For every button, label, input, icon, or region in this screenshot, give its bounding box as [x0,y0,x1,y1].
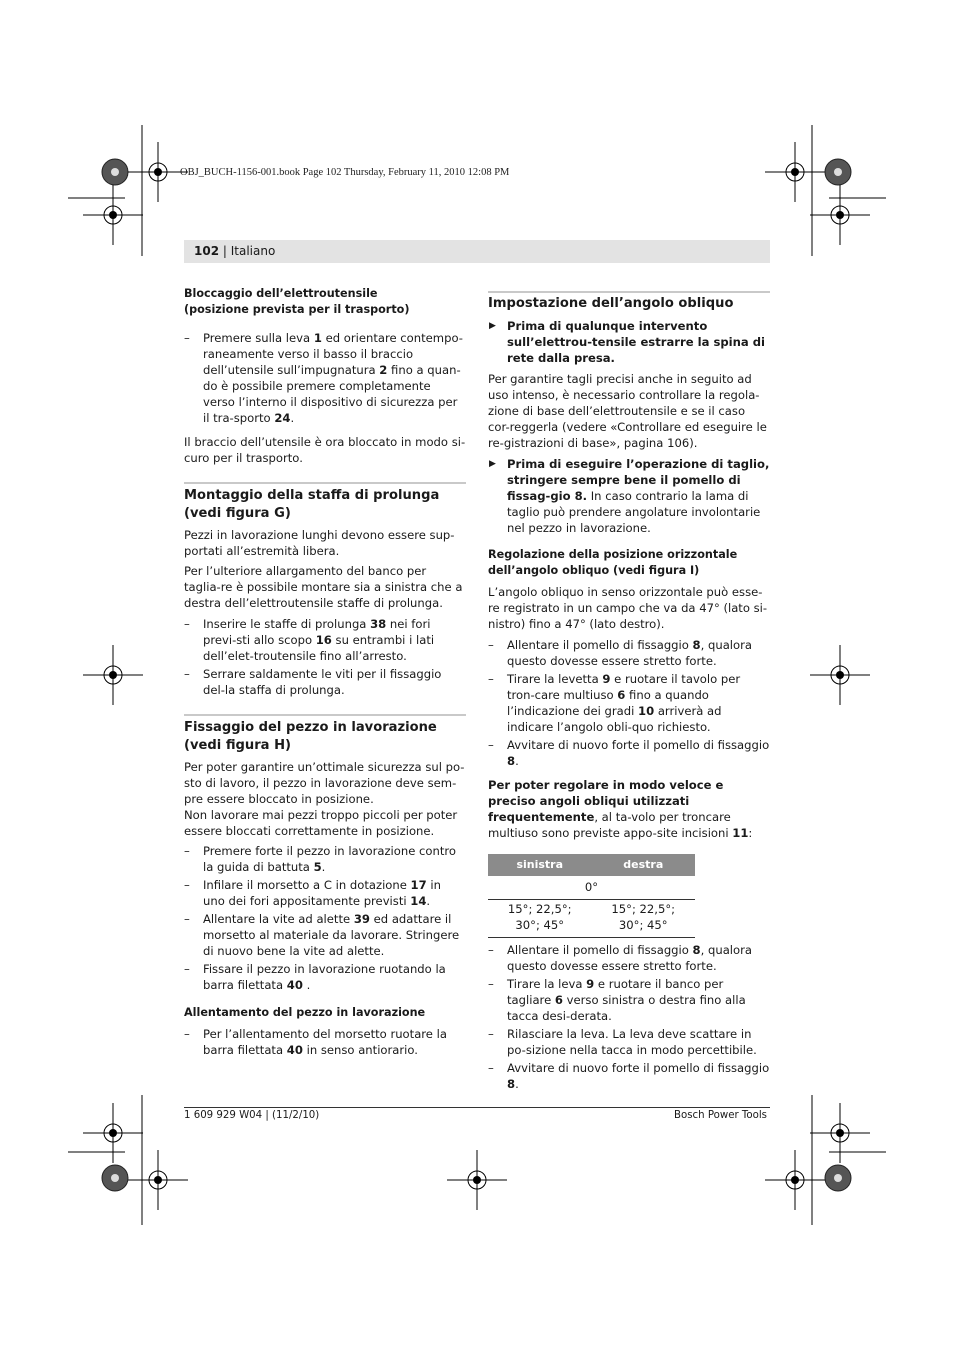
list-item: – Premere sulla leva 1 ed orientare contempo-raneamente verso il basso il braccio dell’utensile sull’impugnatura 2 fino a quan-do è possibile premere completamente verso l’interno il dispositivo di sicurezza per il tra-sporto 24. [184,331,463,425]
registration-cross-icon [83,1103,143,1163]
registration-cross-icon [447,1150,507,1210]
dash-bullet: – [488,1027,494,1041]
paragraph: Non lavorare mai pezzi troppo piccoli per poter essere bloccati correttamente in posizione. [184,808,458,838]
list-item: – Rilasciare la leva. La leva deve scattare in po-sizione nella tacca in modo percettibile. [488,1027,757,1057]
dash-bullet: – [184,1027,190,1041]
left-column [184,286,466,1058]
list-item: – Infilare il morsetto a C in dotazione 17 in uno dei fori appositamente previsti 14. [184,878,441,908]
dash-bullet: – [184,912,190,926]
registration-cross-icon [765,1150,825,1210]
header-language: Italiano [230,244,276,258]
section-title: Impostazione dell’angolo obliquo [488,296,734,311]
bullet-list [184,330,466,426]
list-item: – Allentare il pomello di fissaggio 8, qualora questo dovesse essere stretto forte. [488,943,752,973]
list-item: – Allentare il pomello di fissaggio 8, qualora questo dovesse essere stretto forte. [488,638,752,668]
page-header [194,244,275,258]
paragraph: Per poter regolare in modo veloce e preciso angoli obliqui utilizzati frequentemente, al ta-volo per troncare multiuso sono previste appo-site incisioni 11: [488,778,753,840]
bullet-list [488,942,770,1092]
registration-cross-icon [810,1103,870,1163]
print-info-line: OBJ_BUCH-1156-001.book Page 102 Thursday, February 11, 2010 12:08 PM [180,167,510,178]
list-item: – Premere forte il pezzo in lavorazione contro la guida di battuta 5. [184,844,457,874]
right-column [488,291,770,1092]
warning-item: ▶ Prima di eseguire l’operazione di taglio, stringere sempre bene il pomello di fissag-gio 8. In caso contrario la lama di taglio può prendere angolature involontarie nel pezzo in lavorazione. [489,457,770,535]
section-title: Fissaggio del pezzo in lavorazione (vedi figura H) [184,720,437,753]
paragraph: L’angolo obliquo in senso orizzontale può esse-re registrato in un campo che va da 47° (lato si-nistro) fino a 47° (lato destro). [488,585,768,631]
dash-bullet: – [488,977,494,991]
table-cell: 15°; 22,5°; 30°; 45° [507,902,572,932]
list-item: – Allentare la vite ad alette 39 ed adattare il morsetto al materiale da lavorare. Stringere di nuovo bene la vite ad alette. [184,912,460,958]
bullet-list [488,637,770,769]
dash-bullet: – [184,667,190,681]
registration-cross-icon [810,645,870,705]
paragraph: Pezzi in lavorazione lunghi devono essere sup-portati all’estremità libera. [184,528,455,558]
paragraph: Per l’ulteriore allargamento del banco per taglia-re è possibile montare sia a sinistra che a destra dell’elettroutensile staffe di prolunga. [184,564,463,610]
warning-item: ▶ Prima di qualunque intervento sull’elettrou-tensile estrarre la spina di rete dalla presa. [489,319,766,365]
list-item: – Serrare saldamente le viti per il fissaggio del-la staffa di prolunga. [184,667,442,697]
bullet-list [184,1026,466,1058]
registration-rosette-icon [102,1165,128,1191]
bullet-list [184,616,466,698]
list-item: – Avvitare di nuovo forte il pomello di fissaggio 8. [488,1061,770,1091]
paragraph: Per poter garantire un’ottimale sicurezza sul po-sto di lavoro, il pezzo in lavorazione deve sem-pre essere bloccato in posizione. [184,760,465,806]
dash-bullet: – [488,738,494,752]
footer-rule [184,1107,770,1108]
header-separator: | [219,244,231,258]
list-item: – Fissare il pezzo in lavorazione ruotando la barra filettata 40 . [184,962,446,992]
angle-table [488,854,695,938]
registration-cross-icon [128,1150,188,1210]
section-title: Allentamento del pezzo in lavorazione [184,1006,426,1019]
section-title: Regolazione della posizione orizzontale dell’angolo obliquo (vedi figura I) [488,548,738,577]
list-item: – Tirare la leva 9 e ruotare il banco per tagliare 6 verso sinistra o destra fino alla tacca desi-derata. [488,977,746,1023]
dash-bullet: – [184,844,190,858]
registration-cross-icon [765,142,825,202]
dash-bullet: – [184,331,190,345]
section-title: Montaggio della staffa di prolunga (vedi figura G) [184,488,440,521]
footer-left: 1 609 929 W04 | (11/2/10) [184,1110,320,1121]
triangle-bullet-icon: ▶ [489,321,496,331]
paragraph: Per garantire tagli precisi anche in seguito ad uso intenso, è necessario controllare la regola-zione di base dell’elettroutensile e se il caso cor-reggerla (vedere «Controllare ed eseguire le re-gistrazioni di base», pagina 106). [488,372,767,450]
dash-bullet: – [184,878,190,892]
registration-cross-icon [83,185,143,245]
table-header: sinistra [488,854,592,876]
section-fissaggio-pezzo [184,719,466,1058]
list-item: – Inserire le staffe di prolunga 38 nei fori previ-sti allo scopo 16 su entrambi i lati dell’elet-troutensile fino all’arresto. [184,617,435,663]
registration-cross-icon [128,142,188,202]
table-header: destra [592,854,696,876]
table-cell: 0° [584,880,599,894]
registration-rosette-icon [102,159,128,185]
list-item: – Avvitare di nuovo forte il pomello di fissaggio 8. [488,738,770,768]
section-staffa-prolunga [184,487,466,698]
page-header-bar [184,240,770,263]
dash-bullet: – [488,672,494,686]
dash-bullet: – [488,943,494,957]
paragraph: Il braccio dell’utensile è ora bloccato in modo si-curo per il trasporto. [184,435,466,465]
dash-bullet: – [184,962,190,976]
section-title: Bloccaggio dell’elettroutensile (posizione prevista per il trasporto) [184,287,410,316]
registration-cross-icon [810,185,870,245]
page-number: 102 [194,244,220,258]
list-item: – Per l’allentamento del morsetto ruotare la barra filettata 40 in senso antiorario. [184,1027,447,1057]
section-bloccaggio [184,286,466,466]
dash-bullet: – [488,1061,494,1075]
dash-bullet: – [488,638,494,652]
registration-cross-icon [83,645,143,705]
registration-rosette-icon [825,1165,851,1191]
bullet-list [184,843,466,993]
dash-bullet: – [184,617,190,631]
list-item: – Tirare la levetta 9 e ruotare il tavolo per tron-care multiuso 6 fino a quando l’indicazione dei gradi 10 arriverà ad indicare l’angolo obli-quo richiesto. [488,672,741,734]
footer-right: Bosch Power Tools [674,1110,767,1121]
triangle-bullet-icon: ▶ [489,459,496,469]
registration-rosette-icon [825,159,851,185]
table-cell: 15°; 22,5°; 30°; 45° [611,902,676,932]
